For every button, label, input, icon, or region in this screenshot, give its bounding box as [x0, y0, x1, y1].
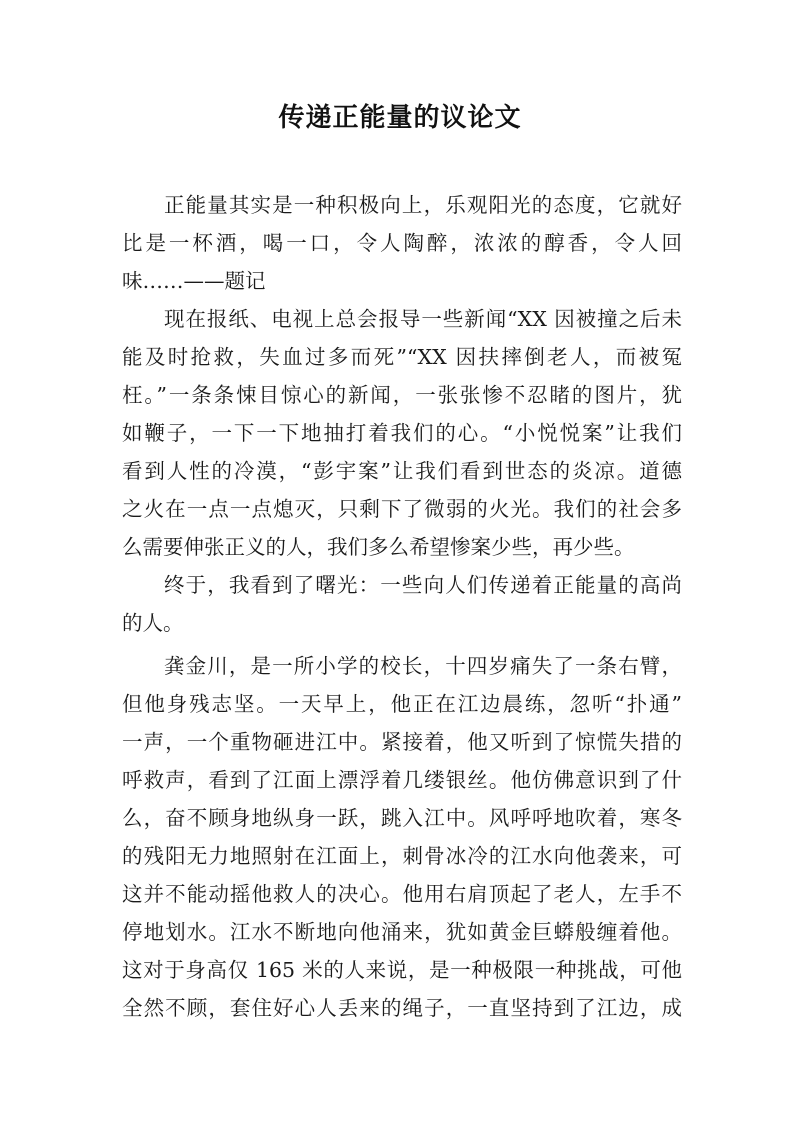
paragraph-line: 但他身残志坚。一天早上，他正在江边晨练，忽听“扑通” [122, 692, 682, 716]
paragraph-line: 的人。 [122, 611, 184, 635]
document-body [122, 186, 682, 1027]
paragraph-line: 正能量其实是一种积极向上，乐观阳光的态度，它就好 [164, 193, 682, 217]
paragraph-news [122, 300, 682, 566]
paragraph-line: 龚金川，是一所小学的校长，十四岁痛失了一条右臂， [164, 654, 682, 678]
paragraph-line: 么需要伸张正义的人，我们多么希望惨案少些，再少些。 [122, 535, 635, 559]
paragraph-line: 比是一杯酒，喝一口，令人陶醉，浓浓的醇香，令人回 [122, 231, 682, 255]
paragraph-line: 之火在一点一点熄灭，只剩下了微弱的火光。我们的社会多 [122, 497, 682, 521]
paragraph-line: 枉。”一条条悚目惊心的新闻，一张张惨不忍睹的图片，犹 [122, 383, 682, 407]
paragraph-line: 一声，一个重物砸进江中。紧接着，他又听到了惊慌失措的 [122, 730, 682, 754]
paragraph-line: 现在报纸、电视上总会报导一些新闻“XX 因被撞之后未 [164, 307, 682, 331]
paragraph-line: 的残阳无力地照射在江面上，刺骨冰冷的江水向他袭来，可 [122, 844, 682, 868]
document-title: 传递正能量的议论文 [278, 103, 522, 133]
paragraph-line: 呼救声，看到了江面上漂浮着几缕银丝。他仿佛意识到了什 [122, 768, 682, 792]
paragraph-line: 停地划水。江水不断地向他涌来，犹如黄金巨蟒般缠着他。 [122, 920, 682, 944]
paragraph-epigraph [122, 186, 682, 300]
paragraph-line: 么，奋不顾身地纵身一跃，跳入江中。风呼呼地吹着，寒冬 [122, 806, 682, 830]
paragraph-line: 这并不能动摇他救人的决心。他用右肩顶起了老人，左手不 [122, 882, 682, 906]
paragraph-line: 这对于身高仅 165 米的人来说，是一种极限一种挑战，可他 [122, 958, 682, 982]
paragraph-line: 味……——题记 [122, 269, 266, 293]
paragraph-line: 终于，我看到了曙光：一些向人们传递着正能量的高尚 [164, 573, 682, 597]
paragraph-line: 如鞭子，一下一下地抽打着我们的心。“小悦悦案”让我们 [122, 421, 682, 445]
paragraph-line: 全然不顾，套住好心人丢来的绳子，一直坚持到了江边，成 [122, 996, 682, 1020]
paragraph-line: 看到人性的冷漠，“彭宇案”让我们看到世态的炎凉。道德 [122, 459, 682, 483]
paragraph-gong-jinchuan [122, 647, 682, 1027]
paragraph-line: 能及时抢救，失血过多而死”“XX 因扶摔倒老人，而被冤 [122, 345, 682, 369]
paragraph-dawn [122, 566, 682, 642]
